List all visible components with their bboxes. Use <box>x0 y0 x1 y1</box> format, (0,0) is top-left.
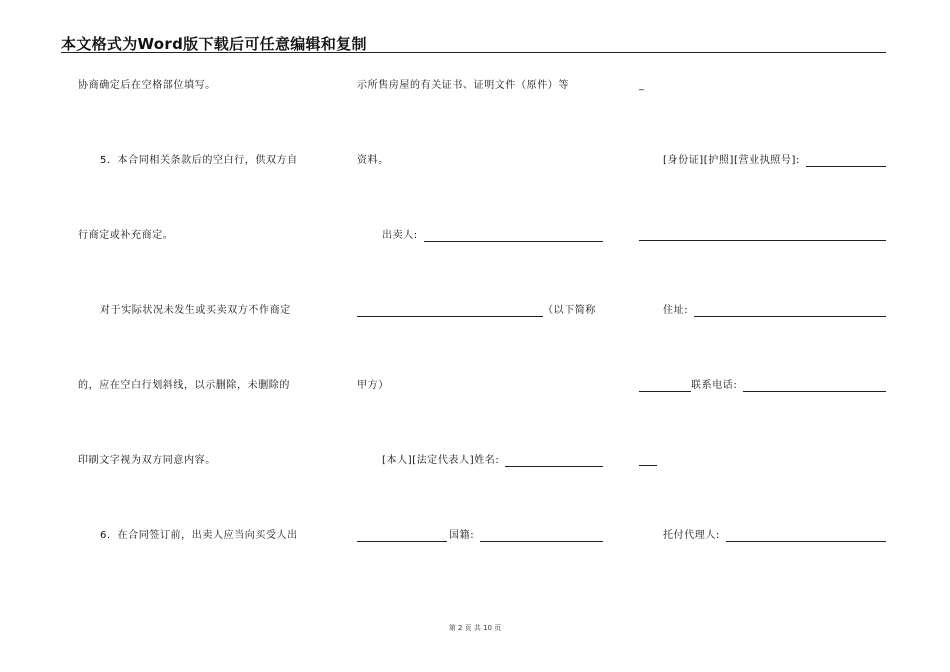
right-column <box>639 0 886 672</box>
phone-row <box>639 380 886 392</box>
agent-row <box>663 530 886 542</box>
middle-line-5: 甲方） <box>357 380 389 391</box>
address-row <box>663 305 886 317</box>
name-blank[interactable] <box>505 456 603 467</box>
address-label: 住址: <box>663 305 689 316</box>
phone-label: 联系电话: <box>691 380 738 391</box>
phone-blank[interactable] <box>743 381 886 392</box>
left-line-7: 6．在合同签订前，出卖人应当向买受人出 <box>100 530 298 541</box>
seller-label: 出卖人: <box>382 230 418 241</box>
left-line-6: 印刷文字视为双方同意内容。 <box>78 455 216 466</box>
left-line-2: 5．本合同相关条款后的空白行，供双方自 <box>100 155 298 166</box>
name-row <box>382 455 603 467</box>
party-a-blank[interactable] <box>357 306 543 317</box>
party-a-suffix: （以下简称 <box>543 305 596 316</box>
document-header-title: 本文格式为Word版下载后可任意编辑和复制 <box>61 35 367 53</box>
nationality-row <box>357 530 603 542</box>
seller-row <box>382 230 603 242</box>
phone-continuation-blank[interactable] <box>639 455 657 466</box>
left-line-5: 的，应在空白行划斜线，以示删除，未删除的 <box>78 380 290 391</box>
nationality-label: 国籍: <box>449 530 475 541</box>
middle-line-2: 资料。 <box>357 155 389 166</box>
id-continuation-row <box>639 230 886 241</box>
nationality-prefix-blank[interactable] <box>357 531 447 542</box>
page-number-footer: 第 2 页 共 10 页 <box>448 624 502 632</box>
name-label: [本人][法定代表人]姓名: <box>382 455 500 466</box>
right-line-1: _ <box>639 80 645 91</box>
left-line-4: 对于实际状况未发生或买卖双方不作商定 <box>100 305 291 316</box>
middle-column <box>357 0 607 672</box>
agent-label: 托付代理人: <box>663 530 720 541</box>
id-continuation-blank[interactable] <box>639 230 886 241</box>
seller-blank[interactable] <box>424 231 603 242</box>
phone-continuation-row <box>639 455 886 466</box>
left-line-1: 协商确定后在空格部位填写。 <box>78 80 216 91</box>
id-blank[interactable] <box>806 156 886 167</box>
left-column <box>78 0 328 672</box>
middle-line-1: 示所售房屋的有关证书、证明文件（原件）等 <box>357 80 569 91</box>
nationality-blank[interactable] <box>480 531 603 542</box>
id-row <box>663 155 886 167</box>
address-continuation-blank[interactable] <box>639 381 691 392</box>
agent-blank[interactable] <box>726 531 886 542</box>
address-blank[interactable] <box>694 306 886 317</box>
left-line-3: 行商定或补充商定。 <box>78 230 174 241</box>
id-label: [身份证][护照][营业执照号]: <box>663 155 800 166</box>
party-a-row <box>357 305 607 317</box>
